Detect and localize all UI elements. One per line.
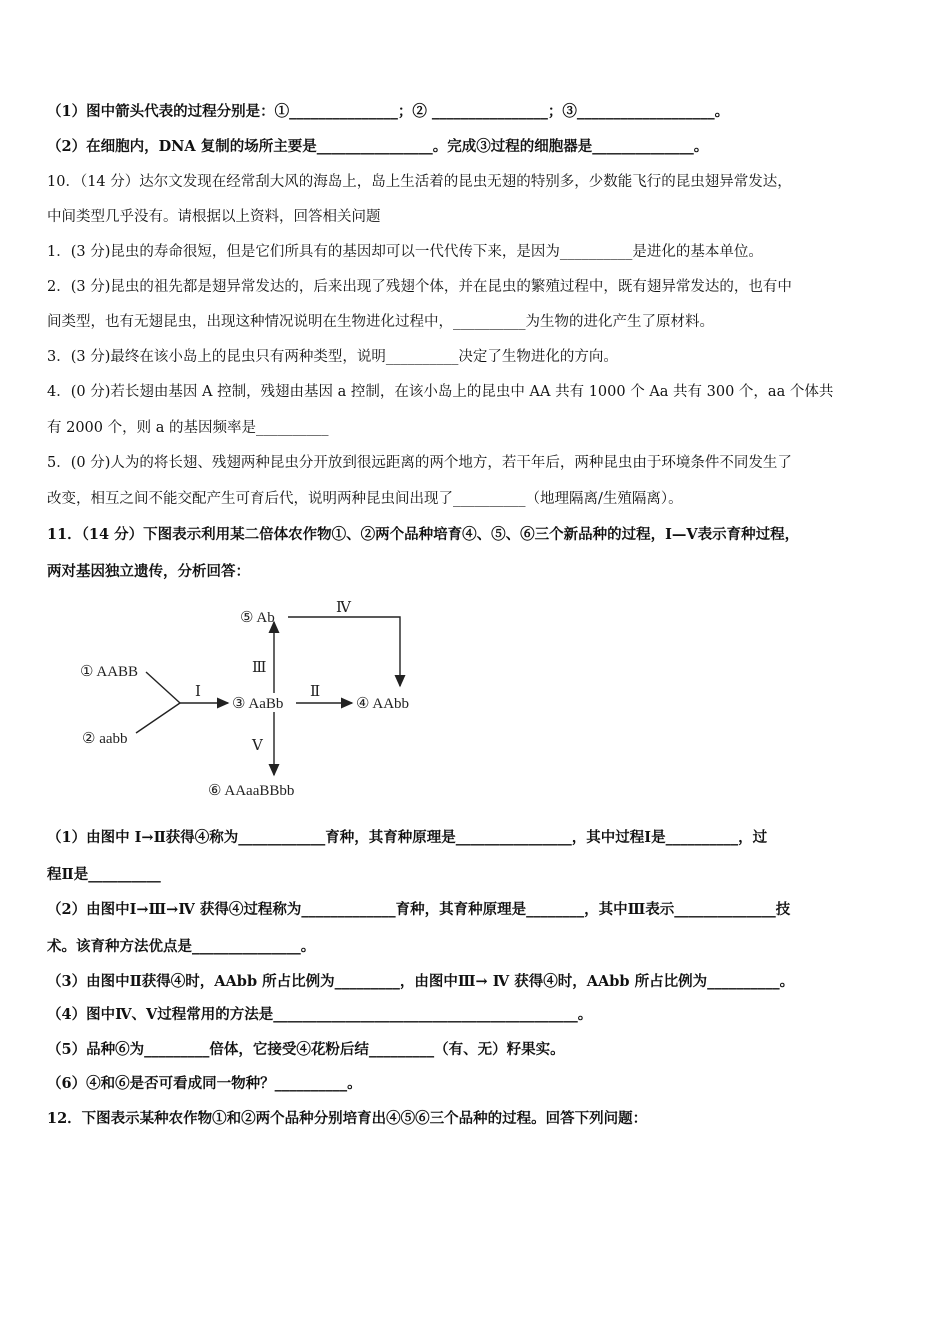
q11-part1-line1: （1）由图中 Ⅰ→Ⅱ获得④称为____________育种，其育种原理是________________，其中过程Ⅰ是__________，过 [47, 829, 768, 846]
q10-sub2-line2: 间类型，也有无翅昆虫，出现这种情况说明在生物进化过程中，__________为生物的进化产生了原材料。 [47, 314, 714, 330]
q10-sub4-line1: 4．(0 分)若长翅由基因 A 控制，残翅由基因 a 控制，在该小岛上的昆虫中 AA 共有 1000 个 Aa 共有 300 个，aa 个体共 [47, 384, 834, 400]
node-5-ab: ⑤ Ab [240, 610, 275, 626]
process-2-label: Ⅱ [310, 684, 321, 700]
q10-heading-line2: 中间类型几乎没有。请根据以上资料，回答相关问题 [47, 209, 381, 225]
q10-sub1: 1．(3 分)昆虫的寿命很短，但是它们所具有的基因却可以一代代传下来，是因为__________是进化的基本单位。 [47, 244, 763, 260]
q11-part4: （4）图中Ⅳ、Ⅴ过程常用的方法是__________________________________________。 [47, 1006, 593, 1023]
node-1-aabb: ① AABB [80, 664, 139, 680]
process-1-label: Ⅰ [195, 684, 201, 700]
q10-sub3: 3．(3 分)最终在该小岛上的昆虫只有两种类型，说明__________决定了生物进化的方向。 [47, 349, 618, 365]
q10-sub5-line1: 5．(0 分)人为的将长翅、残翅两种昆虫分开放到很远距离的两个地方，若干年后，两种昆虫由于环境条件不同发生了 [47, 455, 792, 471]
q11-part3: （3）由图中Ⅱ获得④时，AAbb 所占比例为_________，由图中Ⅲ→ Ⅳ 获得④时，AAbb 所占比例为__________。 [47, 973, 795, 990]
process-5-label: Ⅴ [252, 738, 263, 754]
q11-part2-line1: （2）由图中Ⅰ→Ⅲ→Ⅳ 获得④过程称为_____________育种，其育种原理是________，其中Ⅲ表示______________技 [47, 901, 791, 918]
q10-sub2-line1: 2．(3 分)昆虫的祖先都是翅异常发达的，后来出现了残翅个体，并在昆虫的繁殖过程中，既有翅异常发达的，也有中 [47, 279, 792, 295]
q11-part1-line2: 程Ⅱ是__________ [47, 866, 161, 883]
q11-heading-line1: 11．（14 分）下图表示利用某二倍体农作物①、②两个品种培育④、⑤、⑥三个新品种的过程，Ⅰ—Ⅴ表示育种过程， [47, 526, 800, 543]
q10-heading-line1: 10．（14 分）达尔文发现在经常刮大风的海岛上，岛上生活着的昆虫无翅的特别多，少数能飞行的昆虫翅异常发达， [47, 174, 792, 190]
node-6-aaaabbbb: ⑥ AAaaBBbb [208, 783, 295, 799]
q10-sub4-line2: 有 2000 个，则 a 的基因频率是__________ [47, 420, 329, 436]
q11-part2-line2: 术。该育种方法优点是_______________。 [47, 938, 316, 955]
q11-part6: （6）④和⑥是否可看成同一物种？__________。 [47, 1075, 362, 1092]
q10-sub5-line2: 改变，相互之间不能交配产生可育后代，说明两种昆虫间出现了__________（地理隔离/生殖隔离）。 [47, 491, 683, 507]
node-2-aabb-lower: ② aabb [82, 731, 128, 747]
q12-heading: 12．下图表示某种农作物①和②两个品种分别培育出④⑤⑥三个品种的过程。回答下列问题： [47, 1110, 648, 1127]
q11-part5: （5）品种⑥为_________倍体，它接受④花粉后结_________（有、无）籽果实。 [47, 1041, 565, 1058]
breeding-diagram [60, 590, 460, 815]
q9-part2: （2）在细胞内，DNA 复制的场所主要是________________。完成③过程的细胞器是______________。 [47, 138, 709, 155]
q9-part1: （1）图中箭头代表的过程分别是：①_______________；② ________________；③___________________。 [47, 103, 730, 120]
process-4-label: Ⅳ [336, 600, 351, 616]
q11-heading-line2: 两对基因独立遗传，分析回答： [47, 563, 250, 580]
process-3-label: Ⅲ [252, 660, 267, 676]
node-3-aabb-hybrid: ③ AaBb [232, 696, 284, 712]
node-4-aabb-target: ④ AAbb [356, 696, 410, 712]
